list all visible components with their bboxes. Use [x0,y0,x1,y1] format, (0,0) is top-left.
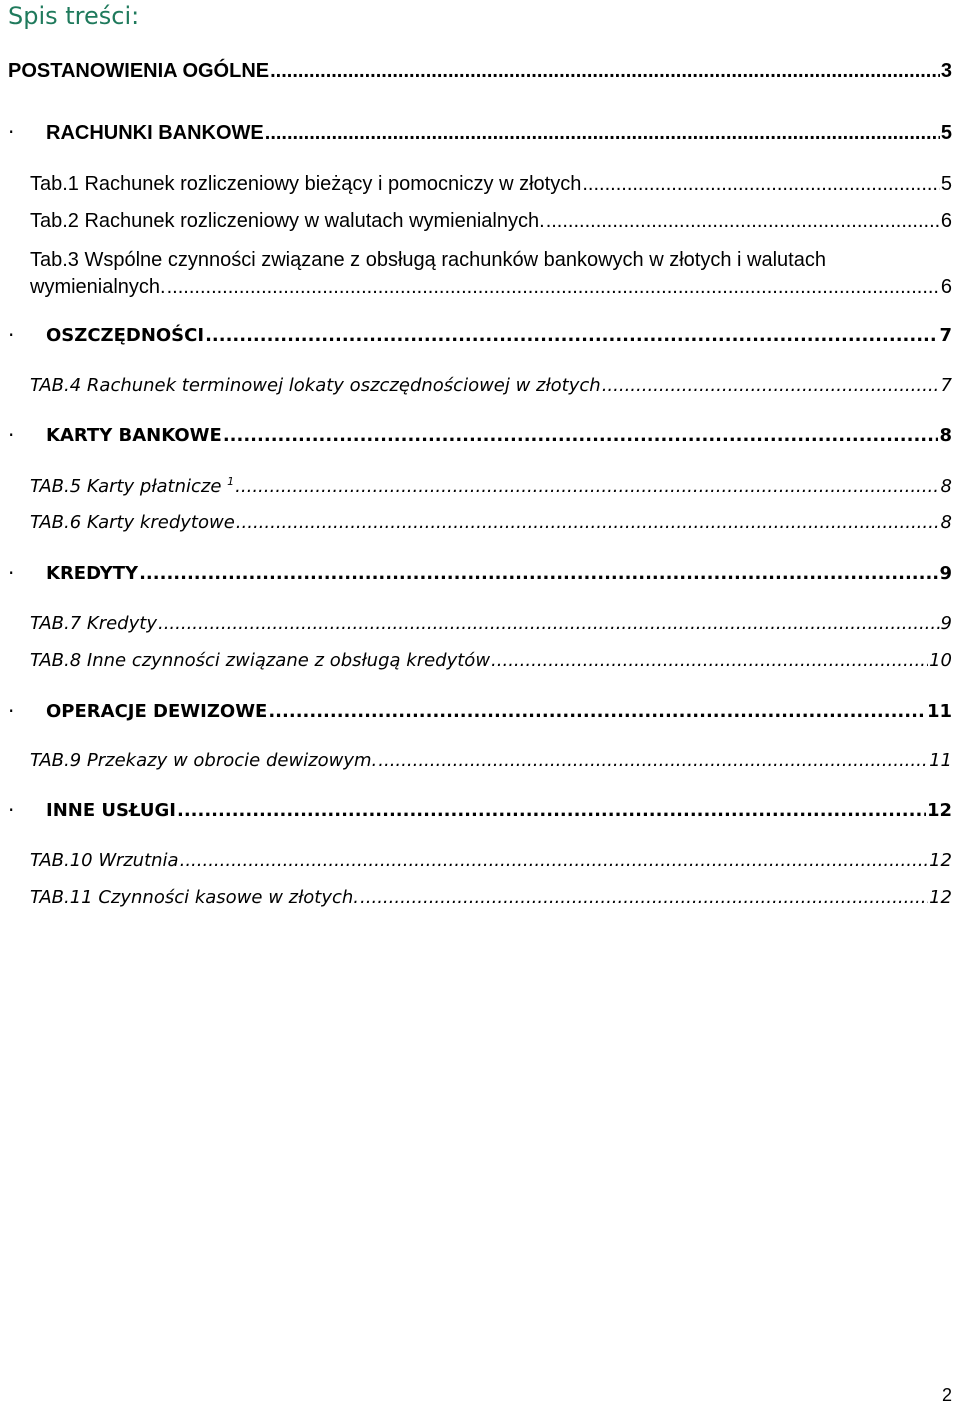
toc-entry-inne-uslugi[interactable] [0,800,960,828]
dot-leader [139,563,938,584]
bullet-icon: · [8,561,15,585]
toc-page: 12 [929,887,952,908]
footnote-marker: 1 [227,475,235,488]
toc-label: KARTY BANKOWE [46,425,222,446]
toc-entry-tab2[interactable] [0,210,960,238]
toc-label: POSTANOWIENIA OGÓLNE [8,60,270,82]
toc-page: 12 [929,850,952,871]
toc-page: 7 [939,325,952,346]
toc-page: 11 [929,750,952,771]
toc-label: TAB.8 Inne czynności związane z obsługą kredytów [30,650,491,671]
toc-page: 11 [926,701,952,722]
dot-leader [378,750,928,771]
toc-page: 8 [939,425,952,446]
toc-entry-rachunki-bankowe[interactable] [0,122,960,150]
dot-leader [205,325,938,346]
dot-leader [236,512,940,533]
toc-entry-tab8[interactable] [0,650,960,678]
toc-entry-tab9[interactable] [0,750,960,778]
toc-page: 6 [940,276,952,298]
toc-page: 5 [940,173,952,195]
bullet-icon: · [8,120,15,144]
toc-page: 6 [940,210,952,232]
toc-label: TAB.9 Przekazy w obrocie dewizowym. [30,750,378,771]
toc-label: TAB.11 Czynności kasowe w złotych. [30,887,360,908]
bullet-icon: · [8,699,15,723]
dot-leader [235,476,939,497]
toc-label: RACHUNKI BANKOWE [46,122,264,144]
toc-label: TAB.5 Karty płatnicze $^1$ [30,475,235,497]
page-number: 2 [941,1385,952,1405]
toc-entry-tab7[interactable] [0,613,960,641]
toc-page: 12 [926,800,952,821]
toc-page: 9 [940,613,952,634]
toc-page: 10 [929,650,952,671]
toc-page: 8 [940,476,952,497]
dot-leader [360,887,928,908]
toc-entry-tab11[interactable] [0,887,960,915]
toc-title: Spis treści: [8,2,140,30]
toc-entry-tab1[interactable] [0,173,960,201]
dot-leader [223,425,939,446]
toc-label: TAB.6 Karty kredytowe [30,512,235,533]
toc-entry-operacje-dewizowe[interactable] [0,701,960,729]
dot-leader [602,375,940,396]
dot-leader [268,701,926,722]
toc-entry-tab4[interactable] [0,375,960,403]
dot-leader [177,800,926,821]
dot-leader [180,850,929,871]
toc-entry-tab10[interactable] [0,850,960,878]
dot-leader [491,650,928,671]
bullet-icon: · [8,798,15,822]
toc-page: 3 [940,60,952,82]
dot-leader [158,613,940,634]
toc-label: INNE USŁUGI [46,800,176,821]
toc-page: 9 [939,563,952,584]
dot-leader [582,173,940,196]
toc-page: 7 [940,375,952,396]
toc-label: OSZCZĘDNOŚCI [46,325,205,346]
toc-label: TAB.7 Kredyty [30,613,157,634]
bullet-icon: · [8,423,15,447]
toc-label: TAB.4 Rachunek terminowej lokaty oszczędnościowej w złotych [30,375,601,396]
toc-entry-karty-bankowe[interactable] [0,425,960,453]
dot-leader [270,60,940,83]
toc-label: TAB.10 Wrzutnia [30,850,179,871]
toc-entry-tab3[interactable] [0,249,960,305]
toc-label: wymienialnych. [30,276,166,298]
toc-entry-tab5[interactable] [0,475,960,503]
toc-entry-tab6[interactable] [0,512,960,540]
dot-leader [546,210,940,233]
bullet-icon: · [8,323,15,347]
toc-label: KREDYTY [46,563,139,584]
toc-label: Tab.2 Rachunek rozliczeniowy w walutach wymienialnych. [30,210,545,232]
toc-page: 8 [940,512,952,533]
toc-entry-postanowienia[interactable] [0,60,960,88]
toc-page: 5 [940,122,952,144]
dot-leader [167,276,940,299]
toc-label: Tab.1 Rachunek rozliczeniowy bieżący i pomocniczy w złotych [30,173,582,195]
toc-entry-oszczednosci[interactable] [0,325,960,353]
toc-entry-kredyty[interactable] [0,563,960,591]
toc-label: OPERACJE DEWIZOWE [46,701,268,722]
toc-label-line: Tab.3 Wspólne czynności związane z obsługą rachunków bankowych w złotych i walutach [30,249,826,271]
dot-leader [265,122,940,145]
